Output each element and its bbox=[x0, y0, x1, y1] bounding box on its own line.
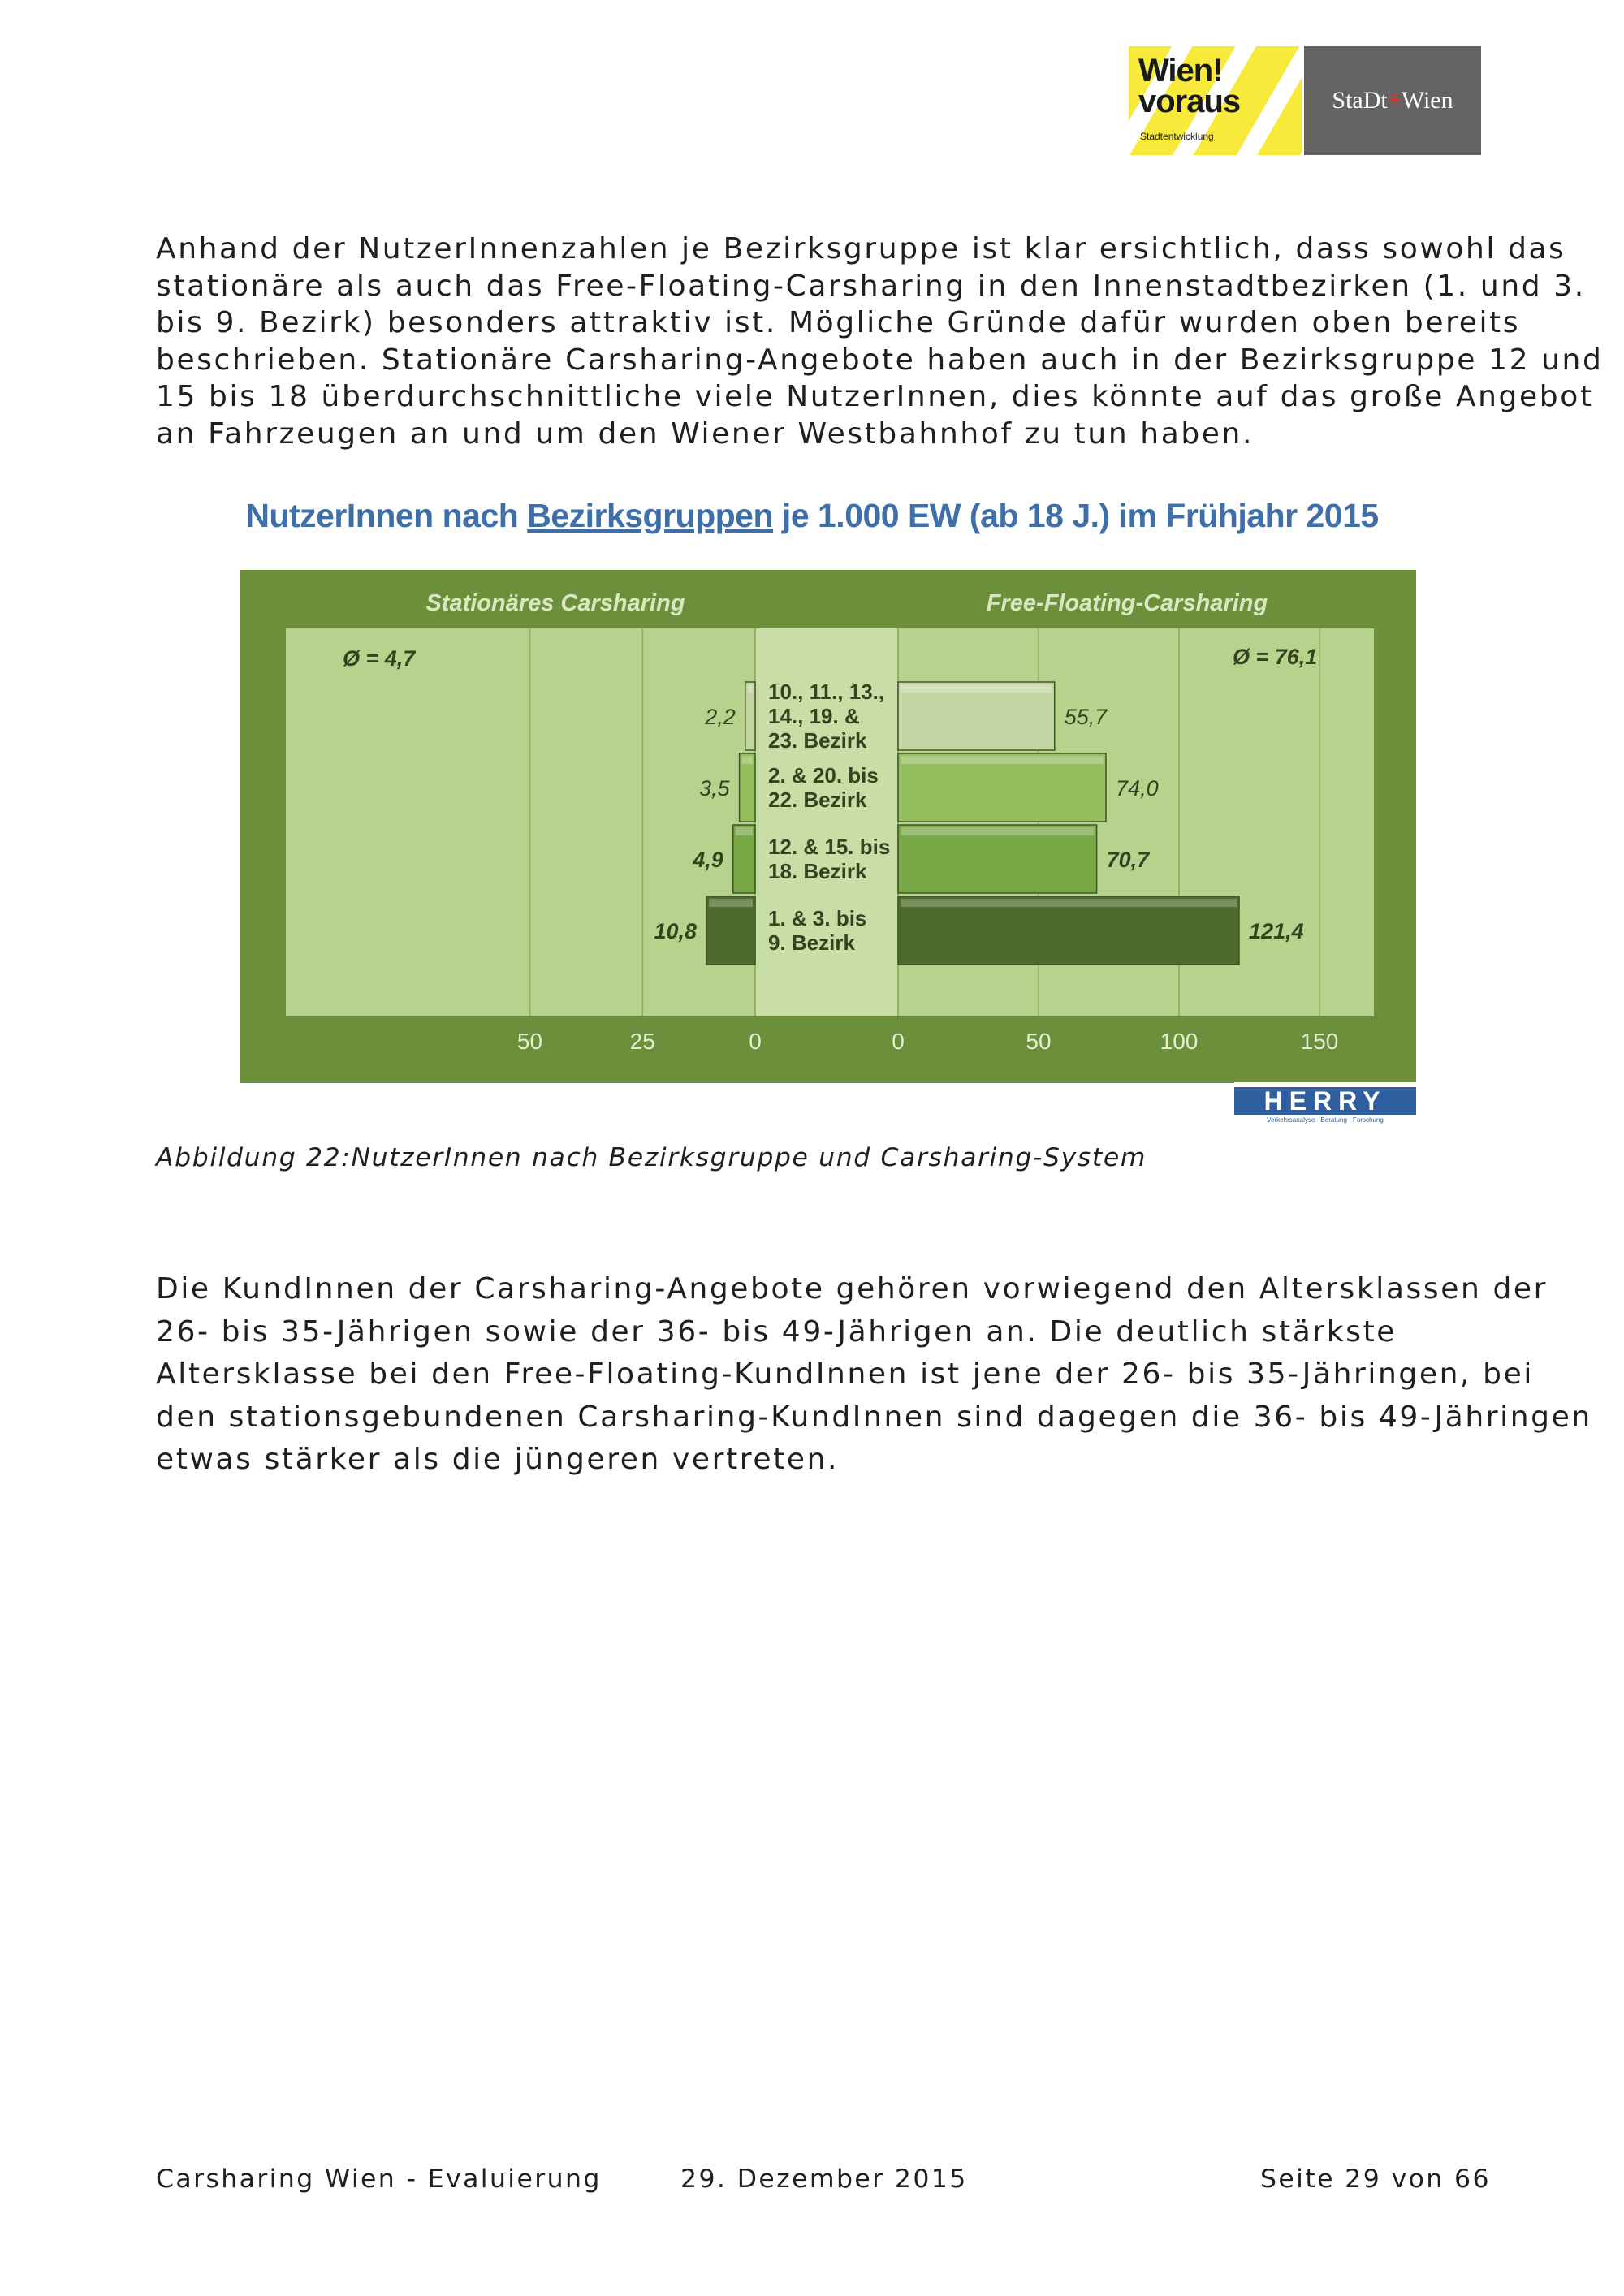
left-axis-tick: 25 bbox=[629, 1029, 655, 1054]
panel-title-right: Free-Floating-Carsharing bbox=[986, 590, 1268, 616]
category-label: 18. Bezirk bbox=[768, 859, 867, 883]
right-bar-label: 55,7 bbox=[1064, 705, 1108, 729]
chart-title-underlined: Bezirksgruppen bbox=[527, 497, 774, 534]
average-left: Ø = 4,7 bbox=[343, 646, 416, 671]
paragraph-line: Anhand der NutzerInnenzahlen je Bezirksgruppe ist klar ersichtlich, dass sowohl das bbox=[156, 232, 1566, 265]
footer-date: 29. Dezember 2015 bbox=[680, 2164, 968, 2194]
paragraph-2 bbox=[156, 1268, 1592, 1482]
paragraph-line: stationäre als auch das Free-Floating-Carsharing in den Innenstadtbezirken (1. und 3. bbox=[156, 269, 1586, 303]
paragraph-line: beschrieben. Stationäre Carsharing-Angebote haben auch in der Bezirksgruppe 12 und bbox=[156, 343, 1604, 377]
category-label: 1. & 3. bis bbox=[768, 906, 867, 930]
category-label: 22. Bezirk bbox=[768, 788, 867, 812]
left-bar-label: 10,8 bbox=[654, 919, 698, 943]
left-bar-label: 2,2 bbox=[705, 705, 736, 729]
stadt-wien-text-b: Wien bbox=[1401, 87, 1453, 114]
left-plot-area bbox=[286, 628, 755, 1016]
herry-sub: Verkehrsanalyse · Beratung · Forschung bbox=[1267, 1116, 1384, 1124]
paragraph-line: etwas stärker als die jüngeren vertreten. bbox=[156, 1443, 840, 1476]
right-bar-highlight bbox=[901, 756, 1104, 764]
category-label: 14., 19. & bbox=[768, 704, 860, 728]
paragraph-line: 15 bis 18 überdurchschnittliche viele NutzerInnen, dies könnte auf das große Angebot bbox=[156, 380, 1594, 413]
herry-logo bbox=[1234, 1082, 1416, 1124]
stadt-wien-text-a: StaDt bbox=[1332, 87, 1388, 114]
paragraph-line: 26- bis 35-Jährigen sowie der 36- bis 49-Jährigen an. Die deutlich stärkste bbox=[156, 1314, 1397, 1349]
herry-name: HERRY bbox=[1234, 1087, 1416, 1115]
average-right: Ø = 76,1 bbox=[1233, 645, 1318, 669]
chart-title-part2: je 1.000 EW (ab 18 J.) im Frühjahr 2015 bbox=[773, 497, 1379, 534]
right-axis-tick: 0 bbox=[892, 1029, 905, 1054]
figure-caption: Abbildung 22:NutzerInnen nach Bezirksgruppe und Carsharing-System bbox=[156, 1143, 1147, 1172]
right-bar-highlight bbox=[901, 684, 1052, 693]
category-label: 23. Bezirk bbox=[768, 728, 867, 753]
right-bar-label: 121,4 bbox=[1249, 919, 1304, 943]
right-bar-label: 74,0 bbox=[1116, 776, 1159, 801]
stadt-wien-cross-icon: + bbox=[1387, 87, 1402, 114]
category-label: 2. & 20. bis bbox=[768, 763, 879, 788]
right-bar-highlight bbox=[901, 827, 1095, 835]
right-axis-tick: 100 bbox=[1160, 1029, 1199, 1054]
logo-line2: voraus bbox=[1138, 84, 1241, 119]
left-bar-label: 3,5 bbox=[699, 776, 730, 801]
footer-title: Carsharing Wien - Evaluierung bbox=[156, 2164, 602, 2194]
paragraph-line: Altersklasse bei den Free-Floating-KundInnen ist jene der 26- bis 35-Jähringen, bei bbox=[156, 1357, 1534, 1391]
chart-title-part1: NutzerInnen nach bbox=[245, 497, 528, 534]
category-label: 9. Bezirk bbox=[768, 930, 855, 955]
right-axis-tick: 150 bbox=[1300, 1029, 1339, 1054]
logo-line1: Wien! bbox=[1138, 53, 1223, 88]
left-bar-highlight bbox=[709, 899, 753, 907]
paragraph-line: an Fahrzeugen an und um den Wiener Westbahnhof zu tun haben. bbox=[156, 416, 1255, 451]
left-bar-highlight bbox=[736, 827, 753, 835]
paragraph-line: den stationsgebundenen Carsharing-KundInnen sind dagegen die 36- bis 49-Jähringen bbox=[156, 1400, 1592, 1434]
left-bar-label: 4,9 bbox=[693, 848, 723, 872]
left-axis-tick: 50 bbox=[516, 1029, 543, 1054]
right-axis-tick: 50 bbox=[1026, 1029, 1052, 1054]
left-bar-highlight bbox=[748, 684, 753, 693]
left-axis-tick: 0 bbox=[749, 1029, 762, 1054]
right-bar-label: 70,7 bbox=[1106, 848, 1150, 872]
category-label: 10., 11., 13., bbox=[768, 680, 885, 704]
paragraph-line: Die KundInnen der Carsharing-Angebote gehören vorwiegend den Altersklassen der bbox=[156, 1272, 1548, 1306]
left-bar-highlight bbox=[742, 756, 753, 764]
footer-page: Seite 29 von 66 bbox=[1260, 2164, 1491, 2194]
paragraph-line: bis 9. Bezirk) besonders attraktiv ist. Mögliche Gründe dafür wurden oben bereits bbox=[156, 306, 1521, 339]
panel-title-left: Stationäres Carsharing bbox=[425, 590, 685, 616]
district-chart bbox=[0, 0, 1624, 1137]
category-label: 12. & 15. bis bbox=[768, 835, 891, 859]
right-bar-highlight bbox=[901, 899, 1237, 907]
logo-sub: Stadtentwicklung bbox=[1140, 131, 1214, 142]
